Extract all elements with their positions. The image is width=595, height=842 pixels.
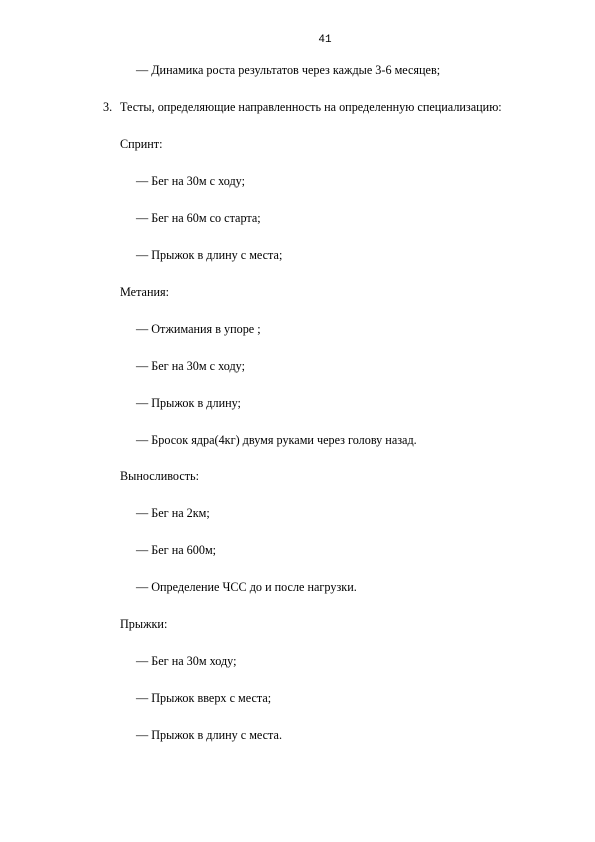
list-item: — Прыжок вверх с места; xyxy=(136,691,272,705)
section-number: 3. xyxy=(103,100,113,114)
list-item: — Бросок ядра(4кг) двумя руками через голову назад. xyxy=(136,433,417,447)
page-number: 41 xyxy=(318,34,332,46)
list-item: — Бег на 30м ходу; xyxy=(136,654,237,668)
list-item: — Прыжок в длину с места. xyxy=(136,728,282,742)
group-heading: Метания: xyxy=(120,285,170,299)
list-item: — Прыжок в длину с места; xyxy=(136,248,283,262)
section-heading xyxy=(103,99,502,115)
list-item: — Бег на 2км; xyxy=(136,506,210,520)
section-title: Тесты, определяющие направленность на определенную специализацию: xyxy=(120,100,502,114)
list-item: — Прыжок в длину; xyxy=(136,396,241,410)
list-item: — Бег на 60м со старта; xyxy=(136,211,261,225)
list-item: — Динамика роста результатов через каждые 3-6 месяцев; xyxy=(136,63,441,77)
list-item: — Бег на 30м с ходу; xyxy=(136,359,245,373)
list-item: — Определение ЧСС до и после нагрузки. xyxy=(136,580,357,594)
group-heading: Прыжки: xyxy=(120,617,168,631)
list-item: — Бег на 30м с ходу; xyxy=(136,174,245,188)
list-item: — Отжимания в упоре ; xyxy=(136,322,261,336)
list-item: — Бег на 600м; xyxy=(136,543,217,557)
group-heading: Выносливость: xyxy=(120,469,199,483)
group-heading: Спринт: xyxy=(120,137,163,151)
